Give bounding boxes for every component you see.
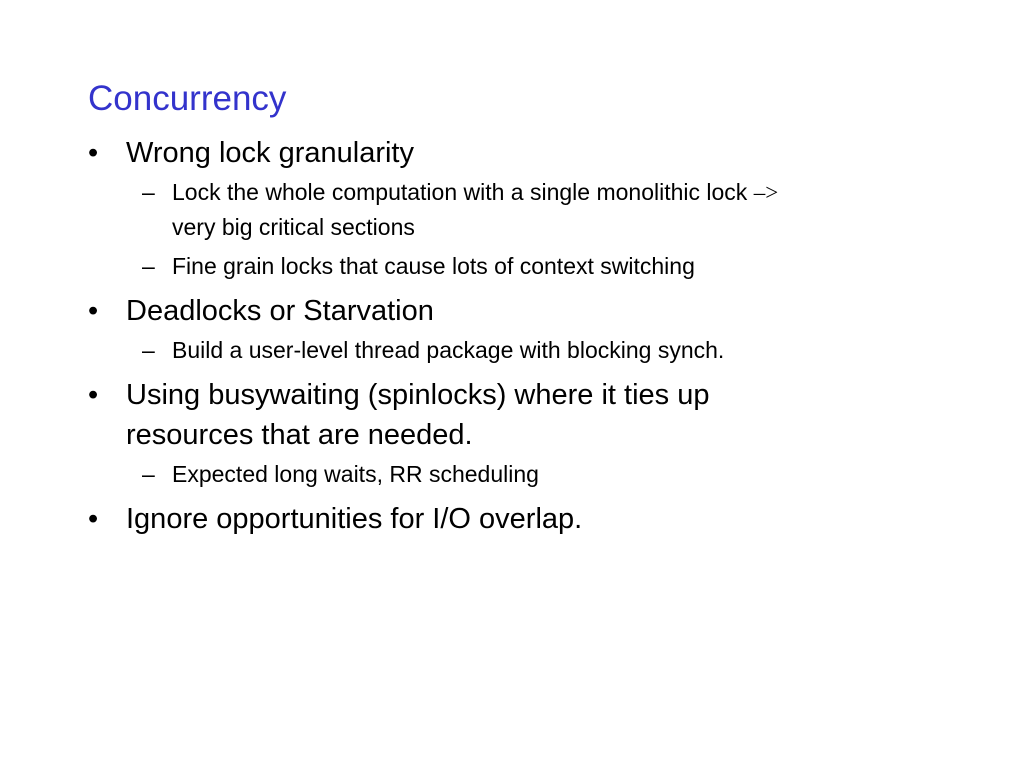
dash-icon: – — [142, 253, 155, 279]
bullet-item — [88, 133, 968, 173]
dash-icon: – — [142, 179, 155, 205]
bullet-icon: • — [88, 137, 99, 169]
bullet-item — [88, 375, 968, 455]
sub-bullet-text: Lock the whole computation with a single monolithic lock — [172, 179, 748, 205]
bullet-text: Wrong lock granularity — [126, 137, 414, 169]
sub-bullet-text: Build a user-level thread package with blocking synch. — [172, 337, 725, 363]
sub-bullet-text: Expected long waits, RR scheduling — [172, 461, 539, 487]
bullet-icon: • — [88, 379, 99, 411]
bullet-item — [88, 291, 968, 331]
bullet-item — [88, 499, 968, 539]
sub-bullet-item — [88, 333, 968, 367]
sub-bullet-text: Fine grain locks that cause lots of context switching — [172, 253, 695, 279]
arrow-text: –> — [753, 180, 779, 205]
sub-bullet-continuation: very big critical sections — [172, 214, 415, 240]
dash-icon: – — [142, 461, 155, 487]
sub-bullet-item — [88, 175, 968, 244]
bullet-icon: • — [88, 503, 99, 535]
sub-bullet-item — [88, 249, 968, 283]
bullet-text: Deadlocks or Starvation — [126, 295, 434, 327]
bullet-list — [88, 133, 968, 541]
sub-bullet-item — [88, 457, 968, 491]
bullet-icon: • — [88, 295, 99, 327]
bullet-text: Ignore opportunities for I/O overlap. — [126, 503, 583, 535]
bullet-text-continuation: resources that are needed. — [126, 419, 473, 451]
dash-icon: – — [142, 337, 155, 363]
bullet-text: Using busywaiting (spinlocks) where it ties up — [126, 379, 710, 411]
slide-title: Concurrency — [88, 79, 287, 118]
